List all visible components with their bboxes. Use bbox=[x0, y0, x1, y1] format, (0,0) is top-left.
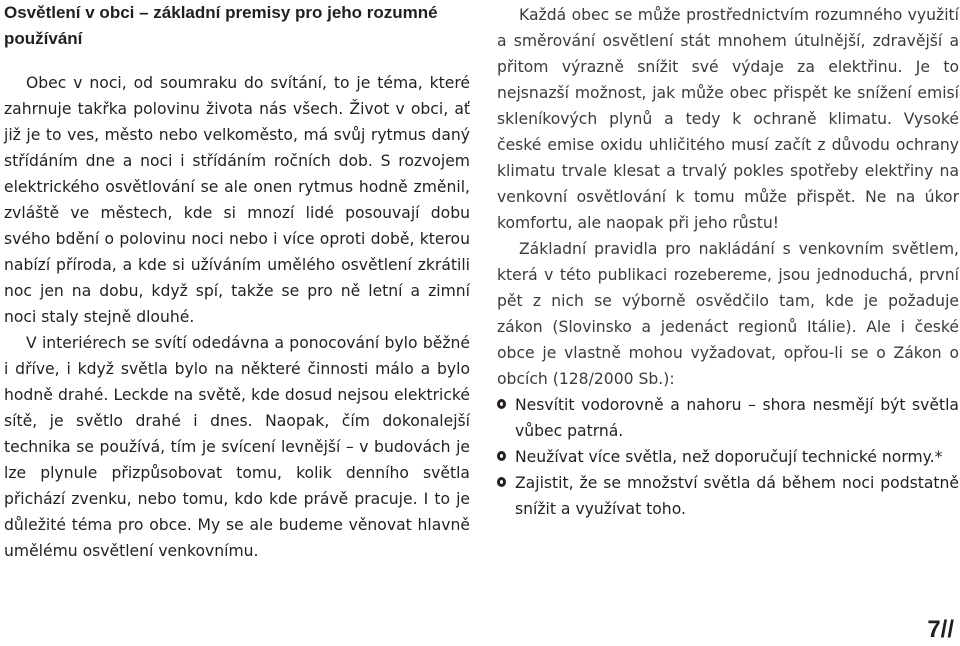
right-column bbox=[497, 2, 959, 522]
paragraph-intro: Obec v noci, od soumraku do svítání, to je téma, které zahrnuje takřka polovinu života nás všech. Život v obci, ať již je to ves, město nebo velkoměsto, má svůj rytmus daný střídáním dne a noci i střídáním ročních dob. S rozvojem elektrického osvětlování se ale onen rytmus hodně změnil, zvláště ve městech, kde si mnozí lidé posouvají dobu svého bdění o polovinu noci nebo i více oproti době, kterou nabízí příroda, a kde si užíváním umělého osvětlení zkrátili noc jen na dobu, když spí, takže se pro ně letní a zimní noci staly stejně dlouhé. bbox=[4, 74, 470, 326]
bullet-item bbox=[497, 392, 959, 444]
bullet-ring-icon bbox=[497, 399, 506, 409]
bullet-ring-icon bbox=[497, 477, 506, 487]
paragraph-municipality: Každá obec se může prostřednictvím rozumného využití a směrování osvětlení stát mnohem útulnější, zdravější a přitom výrazně snížit své výdaje za elektřinu. Je to nejsnazší možnost, jak může obec přispět ke snížení emisí skleníkových plynů a tedy k ochraně klimatu. Vysoké české emise oxidu uhličitého musí začít z důvodu ochrany klimatu trvale klesat a trvalý pokles spotřeby elektřiny na venkovní osvětlování k tomu může přispět. Ne na úkor komfortu, ale naopak při jeho růstu! bbox=[497, 6, 959, 232]
article-title: Osvětlení v obci – základní premisy pro jeho rozumné používání bbox=[4, 3, 438, 48]
bullet-text: Zajistit, že se množství světla dá během noci podstatně snížit a využívat toho. bbox=[515, 474, 959, 518]
paragraph-rules: Základní pravidla pro nakládání s venkovním světlem, která v této publikaci rozebereme, jsou jednoduchá, první pět z nich se výborně osvědčilo tam, kde je požaduje zákon (Slovinsko a jedenáct regionů Itálie). Ale i české obce je vlastně mohou vyžadovat, opřou-li se o Zákon o obcích (128/2000 Sb.): bbox=[497, 240, 959, 388]
bullet-ring-icon bbox=[497, 451, 506, 461]
paragraph-interiors: V interiérech se svítí odedávna a ponocování bylo běžné i dříve, i když světla bylo na některé činnosti málo a bylo hodně drahé. Leckde na světě, kde dosud nejsou elektrické sítě, je světlo drahé i dnes. Naopak, čím dokonalejší technika se používá, tím je svícení levnější – v budovách je lze plynule přizpůsobovat tomu, kolik denního světla přichází zvenku, nebo tomu, kdo kde právě pracuje. I to je důležité téma pro obce. My se ale budeme věnovat hlavně umělému osvětlení venkovnímu. bbox=[4, 334, 470, 560]
left-column bbox=[4, 0, 470, 564]
page-number: 7// bbox=[927, 616, 954, 643]
bullet-text: Nesvítit vodorovně a nahoru – shora nesmějí být světla vůbec patrná. bbox=[515, 396, 959, 440]
bullet-item bbox=[497, 470, 959, 522]
bullet-item bbox=[497, 444, 959, 470]
bullet-text: Neužívat více světla, než doporučují technické normy.* bbox=[515, 448, 943, 466]
